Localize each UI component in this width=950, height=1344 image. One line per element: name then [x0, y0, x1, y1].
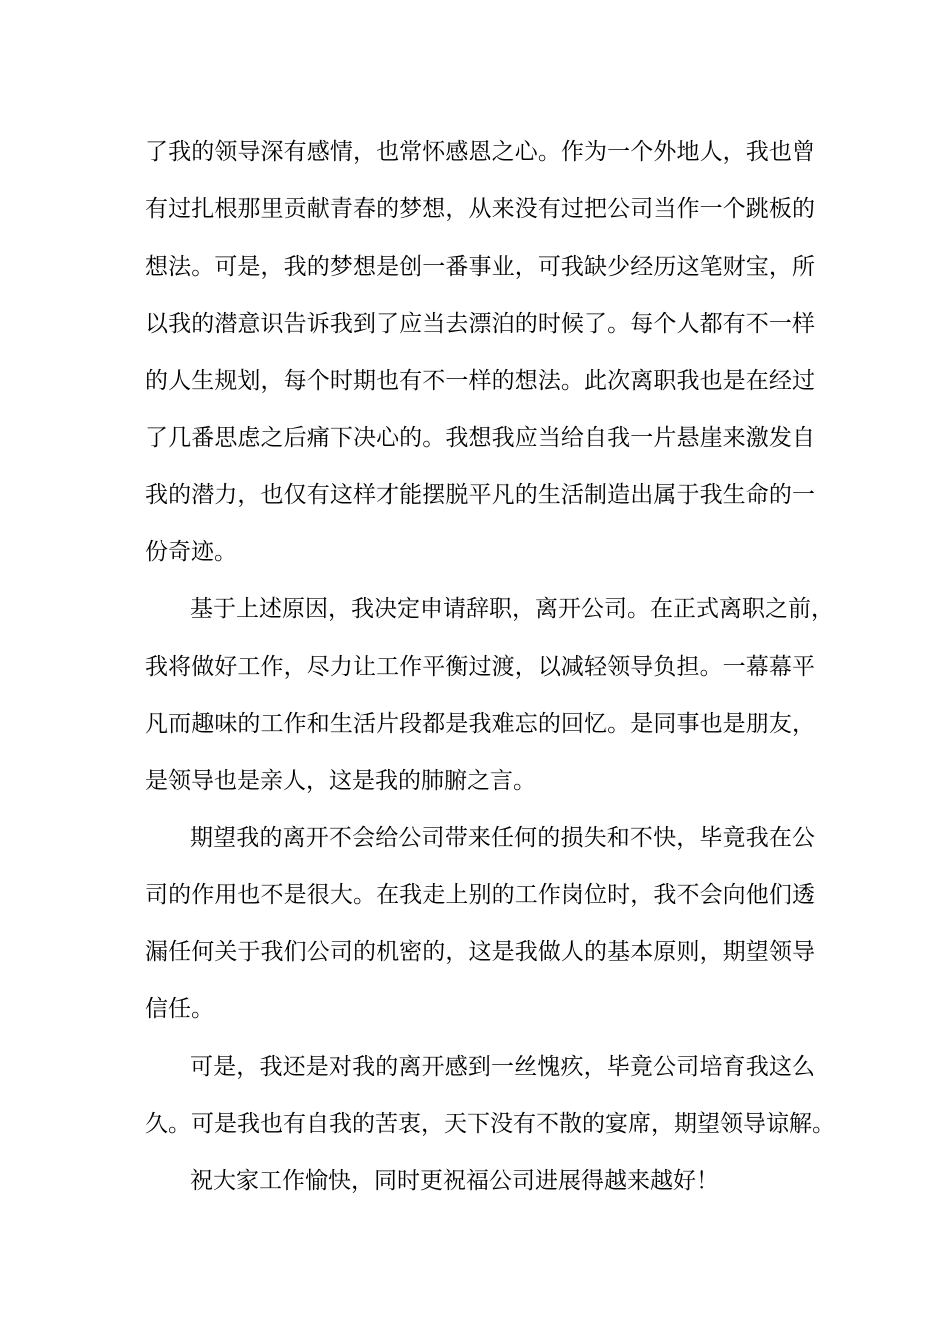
text-line: 以我的潜意识告诉我到了应当去漂泊的时候了。每个人都有不一样: [145, 311, 815, 337]
paragraph-first-line: 可是，我还是对我的离开感到一丝愧疚，毕竟公司培育我这么: [190, 1054, 815, 1080]
paragraph-first-line: 祝大家工作愉快，同时更祝福公司进展得越来越好！: [190, 1168, 719, 1194]
text-line: 司的作用也不是很大。在我走上别的工作岗位时，我不会向他们透: [145, 882, 815, 908]
text-line: 想法。可是，我的梦想是创一番事业，可我缺少经历这笔财宝，所: [145, 254, 815, 280]
text-line: 我将做好工作，尽力让工作平衡过渡，以减轻领导负担。一幕幕平: [145, 654, 815, 680]
text-line: 了几番思虑之后痛下决心的。我想我应当给自我一片悬崖来激发自: [145, 425, 815, 451]
paragraph-first-line: 基于上述原因，我决定申请辞职，离开公司。在正式离职之前，: [190, 596, 834, 622]
text-line: 久。可是我也有自我的苦衷，天下没有不散的宴席，期望领导谅解。: [145, 1111, 835, 1137]
text-line: 有过扎根那里贡献青春的梦想，从来没有过把公司当作一个跳板的: [145, 196, 815, 222]
text-line: 了我的领导深有感情，也常怀感恩之心。作为一个外地人，我也曾: [145, 139, 815, 165]
paragraph-first-line: 期望我的离开不会给公司带来任何的损失和不快，毕竟我在公: [190, 825, 815, 851]
text-line: 份奇迹。: [145, 539, 237, 565]
text-line: 是领导也是亲人，这是我的肺腑之言。: [145, 768, 536, 794]
text-line: 的人生规划，每个时期也有不一样的想法。此次离职我也是在经过: [145, 368, 815, 394]
text-line: 信任。: [145, 996, 214, 1022]
text-line: 漏任何关于我们公司的机密的，这是我做人的基本原则，期望领导: [145, 939, 815, 965]
text-line: 凡而趣味的工作和生活片段都是我难忘的回忆。是同事也是朋友，: [145, 711, 815, 737]
text-line: 我的潜力，也仅有这样才能摆脱平凡的生活制造出属于我生命的一: [145, 482, 815, 508]
